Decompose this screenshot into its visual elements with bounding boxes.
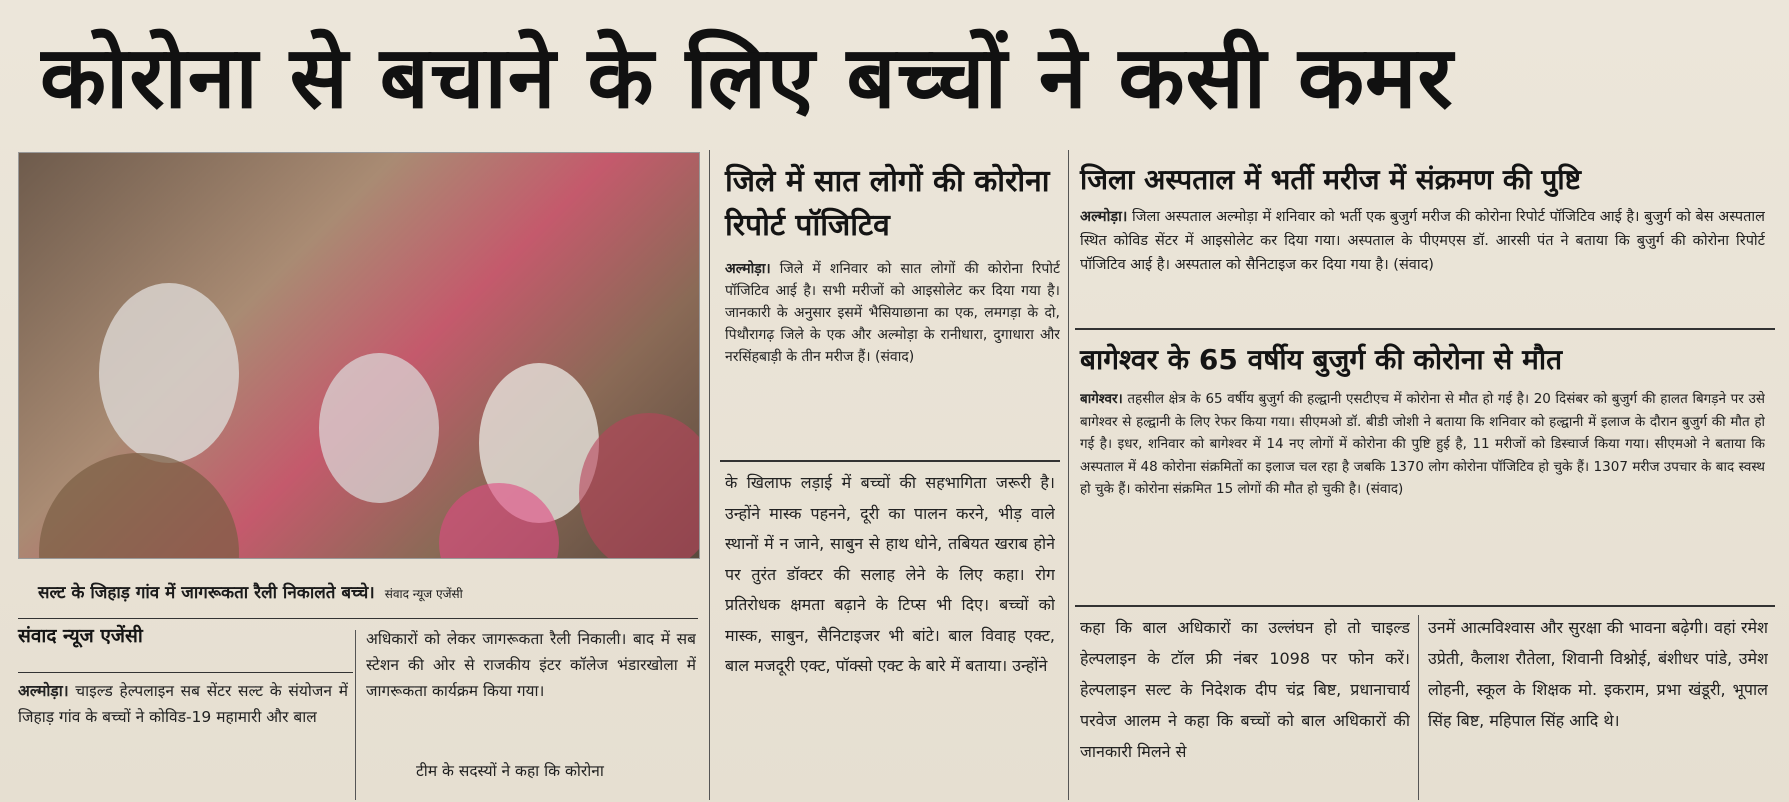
dateline: अल्मोड़ा। <box>725 261 771 277</box>
divider <box>18 672 353 673</box>
story2-headline: जिले में सात लोगों की कोरोना रिपोर्ट पॉजिटिव <box>725 164 1050 243</box>
divider <box>18 618 698 619</box>
dateline: बागेश्वर। <box>1080 391 1123 407</box>
story3-body: अल्मोड़ा। जिला अस्पताल अल्मोड़ा में शनिवार को भर्ती एक बुजुर्ग मरीज की कोरोना रिपोर्ट पॉजिटिव आई है। बुजुर्ग को बेस अस्पताल स्थित कोविड सेंटर में आइसोलेट कर दिया गया। अस्पताल के पीएमएस डॉ. आरसी पंत ने बताया कि बुजुर्ग की कोरोना रिपोर्ट पॉजिटिव आई है। अस्पताल को सैनिटाइज कर दिया गया है। (संवाद) <box>1080 209 1765 273</box>
column-rule <box>355 630 356 800</box>
story-column-2-cont: टीम के सदस्यों ने कहा कि कोरोना <box>416 762 604 780</box>
story-column-2: अधिकारों को लेकर जागरूकता रैली निकाली। बाद में सब स्टेशन की ओर से राजकीय इंटर कॉलेज भंडारखोला में जागरूकता कार्यक्रम किया गया। <box>366 630 696 700</box>
divider <box>1075 328 1775 330</box>
main-headline: कोरोना से बचाने के लिए बच्चों ने कसी कमर <box>40 28 1454 128</box>
caption-text: सल्ट के जिहाड़ गांव में जागरूकता रैली निकालते बच्चे। <box>38 583 375 603</box>
story3-headline: जिला अस्पताल में भर्ती मरीज में संक्रमण की पुष्टि <box>1080 163 1581 196</box>
photo-caption <box>38 580 688 610</box>
column-rule <box>1418 615 1419 800</box>
divider <box>1075 605 1775 607</box>
photo-credit: संवाद न्यूज एजेंसी <box>384 587 463 601</box>
story4-headline: बागेश्वर के 65 वर्षीय बुजुर्ग की कोरोना से मौत <box>1080 343 1563 376</box>
story2-body: अल्मोड़ा। जिले में शनिवार को सात लोगों की कोरोना रिपोर्ट पॉजिटिव आई है। सभी मरीजों को आइसोलेट कर दिया गया है। जानकारी के अनुसार इसमें भैसियाछाना का एक, लमगड़ा के दो, पिथौरागढ़ जिले के एक और अल्मोड़ा के रानीधारा, दुगाधारा और नरसिंहबाड़ी के तीन मरीज हैं। (संवाद) <box>725 261 1060 365</box>
dateline: अल्मोड़ा। <box>18 682 69 700</box>
column-rule <box>1068 150 1069 800</box>
story-column-3: के खिलाफ लड़ाई में बच्चों की सहभागिता जरूरी है। उन्होंने मास्क पहनने, दूरी का पालन करने, भीड़ वाले स्थानों में न जाने, साबुन से हाथ धोने, तबियत खराब होने पर तुरंत डॉक्टर की सलाह लेने के लिए कहा। रोग प्रतिरोधक क्षमता बढ़ाने के टिप्स भी दिए। बच्चों को मास्क, साबुन, सैनिटाइजर भी बांटे। बाल विवाह एक्ट, बाल मजदूरी एक्ट, पॉक्सो एक्ट के बारे में बताया। उन्होंने <box>725 473 1055 675</box>
story4-body: बागेश्वर। तहसील क्षेत्र के 65 वर्षीय बुजुर्ग की हल्द्वानी एसटीएच में कोरोना से मौत हो गई है। 20 दिसंबर को बुजुर्ग की हालत बिगड़ने पर उसे बागेश्वर से हल्द्वानी के लिए रेफर किया गया। सीएमओ डॉ. बीडी जोशी ने बताया कि शनिवार को हल्द्वानी में इलाज के दौरान बुजुर्ग की मौत हो गई है। इधर, शनिवार को बागेश्वर में 14 नए लोगों में कोरोना की पुष्टि हुई है, 11 मरीजों को डिस्चार्ज किया गया। सीएमओ ने बताया कि अस्पताल में 48 कोरोना संक्रमितों का इलाज चल रहा है जबकि 1370 लोग कोरोना पॉजिटिव हो चुके हैं। 1307 मरीज उपचार के बाद स्वस्थ हो चुके हैं। कोरोना संक्रमित 15 लोगों की मौत हो चुकी है। (संवाद) <box>1080 391 1765 497</box>
story-column-5: उनमें आत्मविश्वास और सुरक्षा की भावना बढ़ेगी। वहां रमेश उप्रेती, कैलाश रौतेला, शिवानी विश्नोई, बंशीधर पांडे, उमेश लोहनी, स्कूल के शिक्षक मो. इकराम, प्रभा खंडूरी, भूपाल सिंह बिष्ट, महिपाल सिंह आदि थे। <box>1428 618 1768 730</box>
divider <box>720 460 1060 462</box>
children-rally-photo <box>18 152 700 559</box>
story-column-1: अल्मोड़ा। चाइल्ड हेल्पलाइन सब सेंटर सल्ट के संयोजन में जिहाड़ गांव के बच्चों ने कोविड-19 महामारी और बाल <box>18 682 348 726</box>
dateline: अल्मोड़ा। <box>1080 209 1128 225</box>
story-column-4: कहा कि बाल अधिकारों का उल्लंघन हो तो चाइल्ड हेल्पलाइन के टॉल फ्री नंबर 1098 पर फोन करें। हेल्पलाइन सल्ट के निदेशक दीप चंद्र बिष्ट, प्रधानाचार्य परवेज आलम ने कहा कि बच्चों को बाल अधिकारों की जानकारी मिलने से <box>1080 618 1410 761</box>
byline: संवाद न्यूज एजेंसी <box>18 625 143 647</box>
column-rule <box>709 150 710 800</box>
